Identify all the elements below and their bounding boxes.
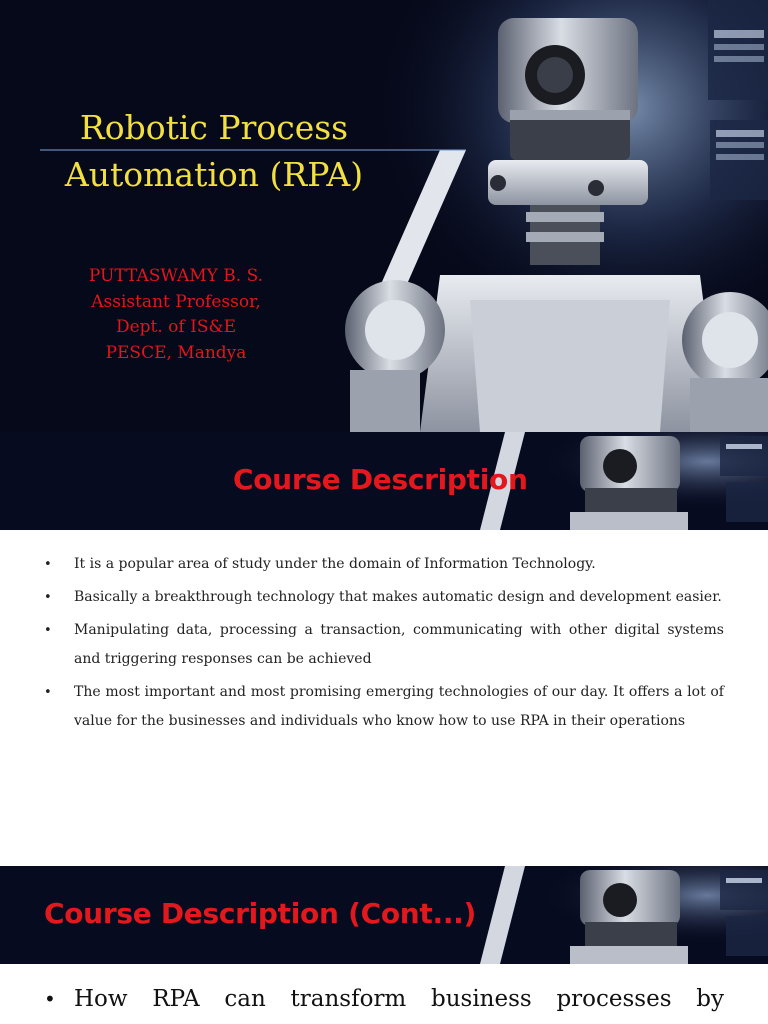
section-heading: Course Description	[233, 463, 528, 496]
bullet-marker: •	[44, 987, 56, 1011]
bullet-marker: •	[44, 590, 52, 605]
bullet-text: The most important and most promising emerging technologies of our day. It offers a lot of value for the businesses and individuals who know how to use RPA in their operations	[74, 684, 724, 729]
bullet-list	[44, 550, 724, 740]
author-name: PUTTASWAMY B. S.	[88, 266, 264, 286]
course-description-cont-content	[0, 964, 768, 1024]
bullet-text: Basically a breakthrough technology that makes automatic design and development easier.	[74, 589, 722, 605]
list-item	[44, 583, 724, 612]
list-item	[44, 550, 724, 579]
author-block	[36, 264, 316, 366]
list-item	[44, 678, 724, 736]
bullet-marker: •	[44, 557, 52, 572]
section-banner-course-description	[0, 432, 768, 530]
bullet-text: It is a popular area of study under the domain of Information Technology.	[74, 556, 596, 572]
author-department: Dept. of IS&E	[115, 317, 237, 337]
section-heading: Course Description (Cont...)	[44, 897, 476, 930]
author-institution: PESCE, Mandya	[105, 342, 247, 363]
bullet-marker: •	[44, 623, 52, 638]
list-item	[44, 986, 724, 1012]
bullet-text: How RPA can transform business processes by	[74, 986, 724, 1012]
title-line-1: Robotic Process	[79, 108, 349, 147]
author-position: Assistant Professor,	[91, 291, 261, 312]
robot-background-image	[0, 0, 768, 432]
title-line-2: Automation (RPA)	[64, 155, 364, 194]
course-description-content	[0, 530, 768, 866]
bullet-marker: •	[44, 685, 52, 700]
bullet-text: Manipulating data, processing a transaction, communicating with other digital systems and triggering responses can be achieved	[74, 622, 724, 667]
title-slide	[0, 0, 768, 432]
list-item	[44, 616, 724, 674]
section-banner-course-description-cont	[0, 866, 768, 964]
presentation-title	[14, 104, 414, 198]
